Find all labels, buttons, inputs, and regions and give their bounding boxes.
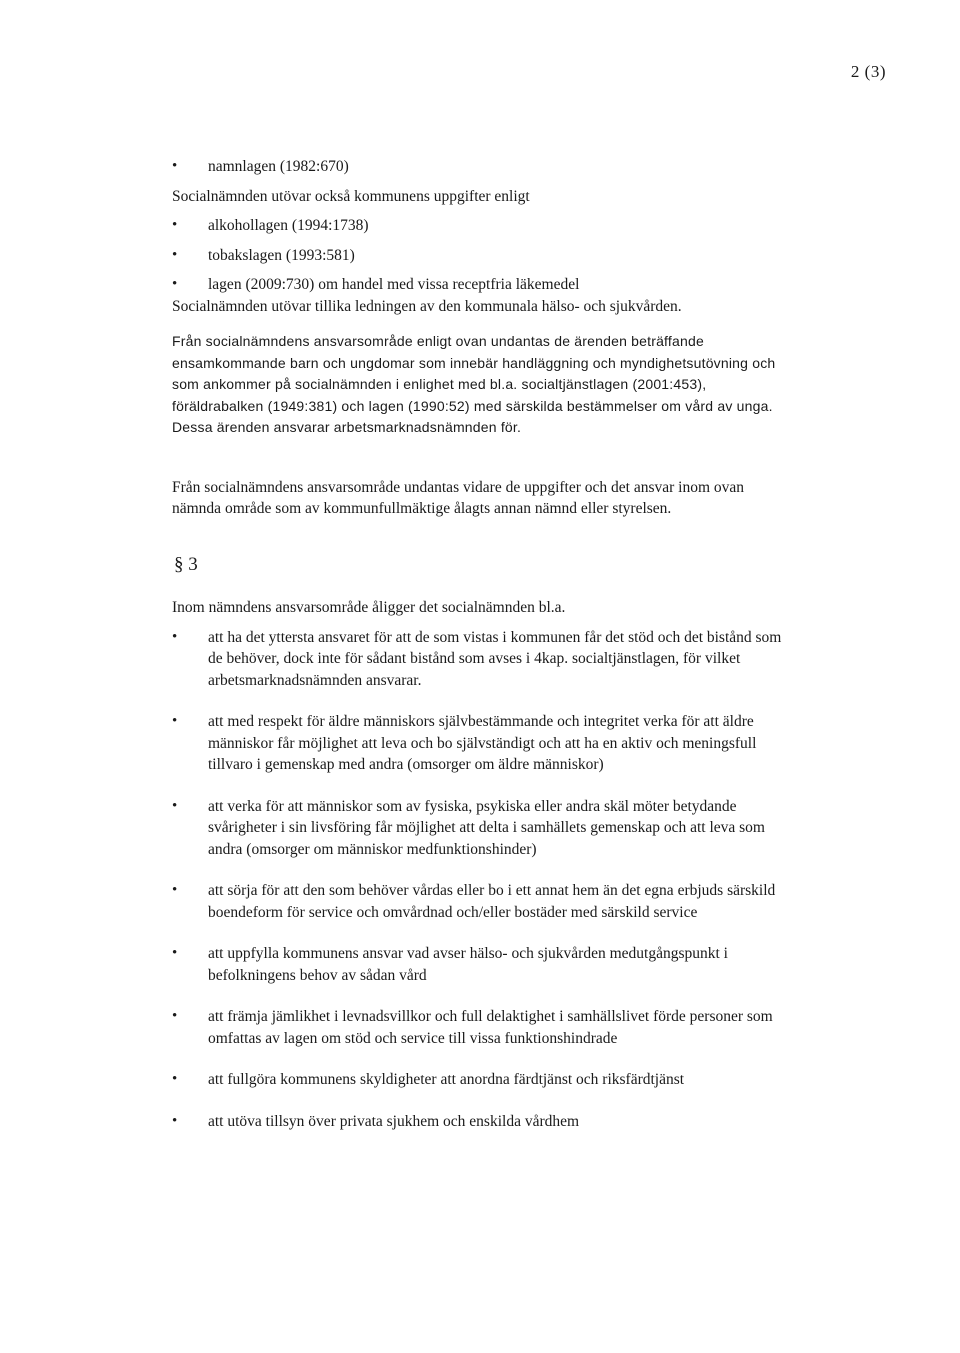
list-item (172, 880, 792, 923)
list-item-text: att ha det yttersta ansvaret för att de som vistas i kommunen får det stöd och det bistånd som de behöver, dock inte för sådant bistånd som avses i 4kap. socialtjänstlagen, för vilket arbetsmarknadsnämnden ansvarar. (208, 628, 782, 689)
paragraph-further-exceptions: Från socialnämndens ansvarsområde undantas vidare de uppgifter och det ansvar inom ovan nämnda område som av kommunfullmäktige ålagts annan nämnd eller styrelsen. (172, 478, 745, 517)
bullet-icon: • (172, 628, 178, 645)
paragraph-exceptions: Från socialnämndens ansvarsområde enligt ovan undantas de ärenden beträffande ensamkommande barn och ungdomar som innebär handläggning och myndighetsutövning och som ankommer på socialnämnden i enlighet med bl.a. socialtjänstlagen (2001:453), föräldrabalken (1949:381) och lagen (1990:52) med särskilda bestämmelser om vård av unga. Dessa ärenden ansvarar arbetsmarknadsnämnden för. (172, 333, 776, 435)
list-item-text: alkohollagen (1994:1738) (208, 217, 369, 234)
intro-list (172, 156, 792, 178)
list-item (172, 796, 792, 861)
bullet-icon: • (172, 217, 178, 233)
list-item-text: namnlagen (1982:670) (208, 158, 349, 175)
bullet-icon: • (172, 158, 178, 174)
bullet-icon: • (172, 713, 178, 729)
list-item (172, 215, 792, 237)
list-item (172, 1006, 792, 1049)
list-item-text: att uppfylla kommunens ansvar vad avser hälso- och sjukvården medutgångspunkt i befolkningens behov av sådan vård (208, 945, 728, 984)
paragraph-also: Socialnämnden utövar också kommunens uppgifter enligt (172, 187, 530, 205)
list-item (172, 1111, 792, 1133)
section-intro: Inom nämndens ansvarsområde åligger det socialnämnden bl.a. (172, 599, 566, 616)
bullet-icon: • (172, 882, 178, 898)
section-heading: § 3 (174, 553, 198, 575)
list-item-text: tobakslagen (1993:581) (208, 246, 355, 264)
list-item (172, 245, 792, 267)
paragraph-leadership: Socialnämnden utövar tillika ledningen av den kommunala hälso- och sjukvården. (172, 297, 682, 315)
document-body (172, 156, 792, 1152)
list-item (172, 943, 792, 986)
list-item (172, 711, 792, 776)
bullet-icon: • (172, 276, 178, 292)
list-item-text: att utöva tillsyn över privata sjukhem och enskilda vårdhem (208, 1112, 580, 1130)
also-list (172, 215, 792, 296)
list-item (172, 156, 792, 178)
bullet-icon: • (172, 1112, 178, 1129)
bullet-icon: • (172, 945, 178, 961)
page-number: 2 (3) (850, 62, 886, 81)
list-item-text: att verka för att människor som av fysiska, psykiska eller andra skäl möter betydande svårigheter i sin livsföring får möjlighet att delta i samhällets gemenskap och att leva som andra (omsorger om människor medfunktionshinder) (208, 797, 765, 858)
duties-list (172, 627, 792, 1133)
bullet-icon: • (172, 1008, 178, 1024)
list-item-text: att främja jämlikhet i levnadsvillkor och full delaktighet i samhällslivet förde personer som omfattas av lagen om stöd och service till vissa funktionshindrade (208, 1008, 773, 1047)
list-item-text: att fullgöra kommunens skyldigheter att anordna färdtjänst och riksfärdtjänst (208, 1071, 685, 1088)
list-item-text: att sörja för att den som behöver vårdas eller bo i ett annat hem än det egna erbjuds särskild boendeform för service och omvårdnad och/eller bostäder med särskild service (208, 882, 776, 921)
list-item (172, 1069, 792, 1091)
list-item-text: lagen (2009:730) om handel med vissa receptfria läkemedel (208, 276, 580, 293)
list-item (172, 274, 792, 296)
list-item (172, 627, 792, 692)
bullet-icon: • (172, 246, 178, 263)
bullet-icon: • (172, 1071, 178, 1087)
bullet-icon: • (172, 797, 178, 814)
list-item-text: att med respekt för äldre människors självbestämmande och integritet verka för att äldre människor får möjlighet att leva och bo självständigt och att ha en aktiv och meningsfull tillvaro i gemenskap med andra (omsorger om äldre människor) (208, 713, 757, 773)
